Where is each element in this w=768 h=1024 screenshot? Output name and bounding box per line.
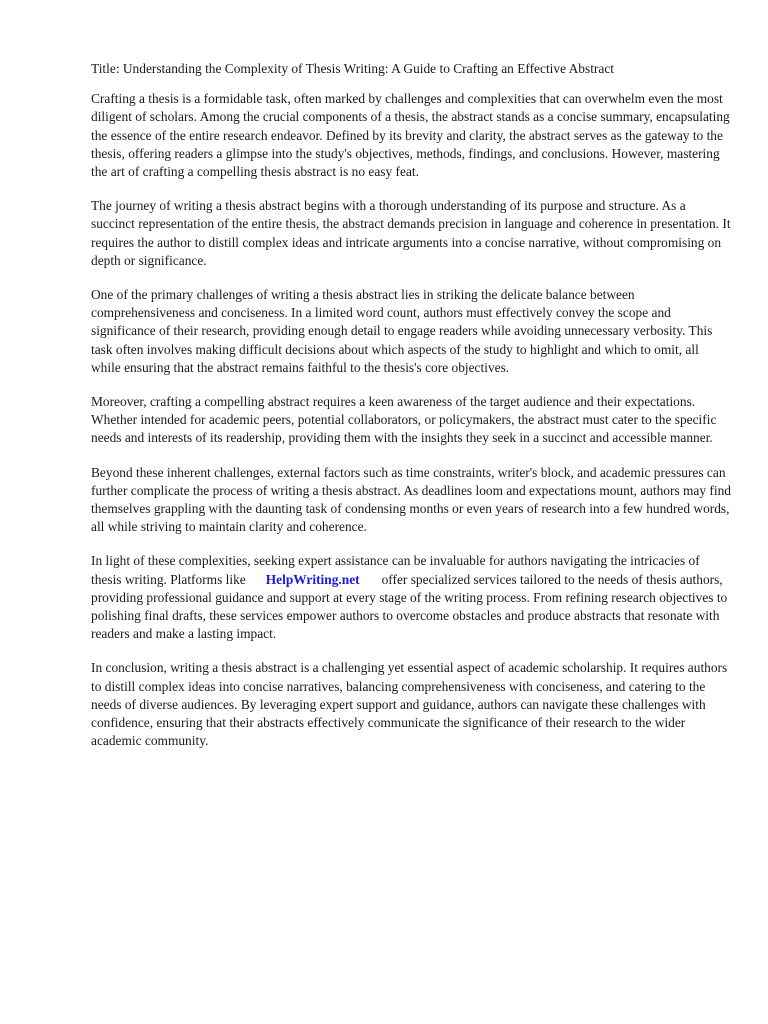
link-paragraph-before: In light of these complexities, seeking expert assistance can be invaluable for authors navigating the intricacies of thesis writing. Platforms like — [91, 553, 700, 587]
paragraph-audience: Moreover, crafting a compelling abstract requires a keen awareness of the target audience and their expectations. Whether intended for academic peers, potential collaborators, or policymakers, the abstract must cater to the specific needs and interests of its readership, providing them with the insights they seek in a succinct and accessible manner. — [91, 394, 717, 446]
helpwriting-link[interactable]: HelpWriting.net — [265, 571, 360, 587]
paragraph-challenges: One of the primary challenges of writing a thesis abstract lies in striking the delicate balance between comprehensiveness and conciseness. In a limited word count, authors must effectively convey the scope and significance of their research, providing enough detail to engage readers while avoiding unnecessary verbosity. This task often involves making difficult decisions about which aspects of the study to highlight and which to omit, all while ensuring that the abstract remains faithful to the thesis's core objectives. — [91, 287, 713, 375]
paragraph-intro: Crafting a thesis is a formidable task, often marked by challenges and complexities that can overwhelm even the most diligent of scholars. Among the crucial components of a thesis, the abstract stands as a concise summary, encapsulating the essence of the entire research endeavor. Defined by its brevity and clarity, the abstract serves as the gateway to the thesis, offering readers a glimpse into the study's objectives, methods, findings, and conclusions. However, mastering the art of crafting a compelling thesis abstract is no easy feat. — [91, 91, 730, 180]
paragraph-conclusion: In conclusion, writing a thesis abstract is a challenging yet essential aspect of academic scholarship. It requires authors to distill complex ideas into concise narratives, balancing comprehensiveness with conciseness, and catering to the needs of diverse audiences. By leveraging expert support and guidance, authors can navigate these challenges with confidence, ensuring that their abstracts effectively communicate the significance of their research to the wider academic community. — [91, 660, 728, 749]
document-title: Title: Understanding the Complexity of Thesis Writing: A Guide to Crafting an Effective Abstract — [91, 61, 614, 76]
paragraph-expert-assistance — [91, 552, 731, 643]
link-paragraph-after: offer specialized services tailored to the needs of thesis authors, providing professional guidance and support at every stage of the writing process. From refining research objectives to polishing final drafts, these services empower authors to overcome obstacles and produce abstracts that resonate with readers and make a lasting impact. — [91, 571, 728, 642]
paragraph-external-factors: Beyond these inherent challenges, external factors such as time constraints, writer's block, and academic pressures can further complicate the process of writing a thesis abstract. As deadlines loom and expectations mount, authors may find themselves grappling with the daunting task of condensing months or even years of research into a few hundred words, all while striving to maintain clarity and coherence. — [91, 464, 731, 535]
document-page — [91, 60, 731, 767]
paragraph-journey: The journey of writing a thesis abstract begins with a thorough understanding of its purpose and structure. As a succinct representation of the entire thesis, the abstract demands precision in language and coherence in presentation. It requires the author to distill complex ideas and intricate arguments into a concise narrative, without compromising on depth or significance. — [91, 198, 731, 268]
